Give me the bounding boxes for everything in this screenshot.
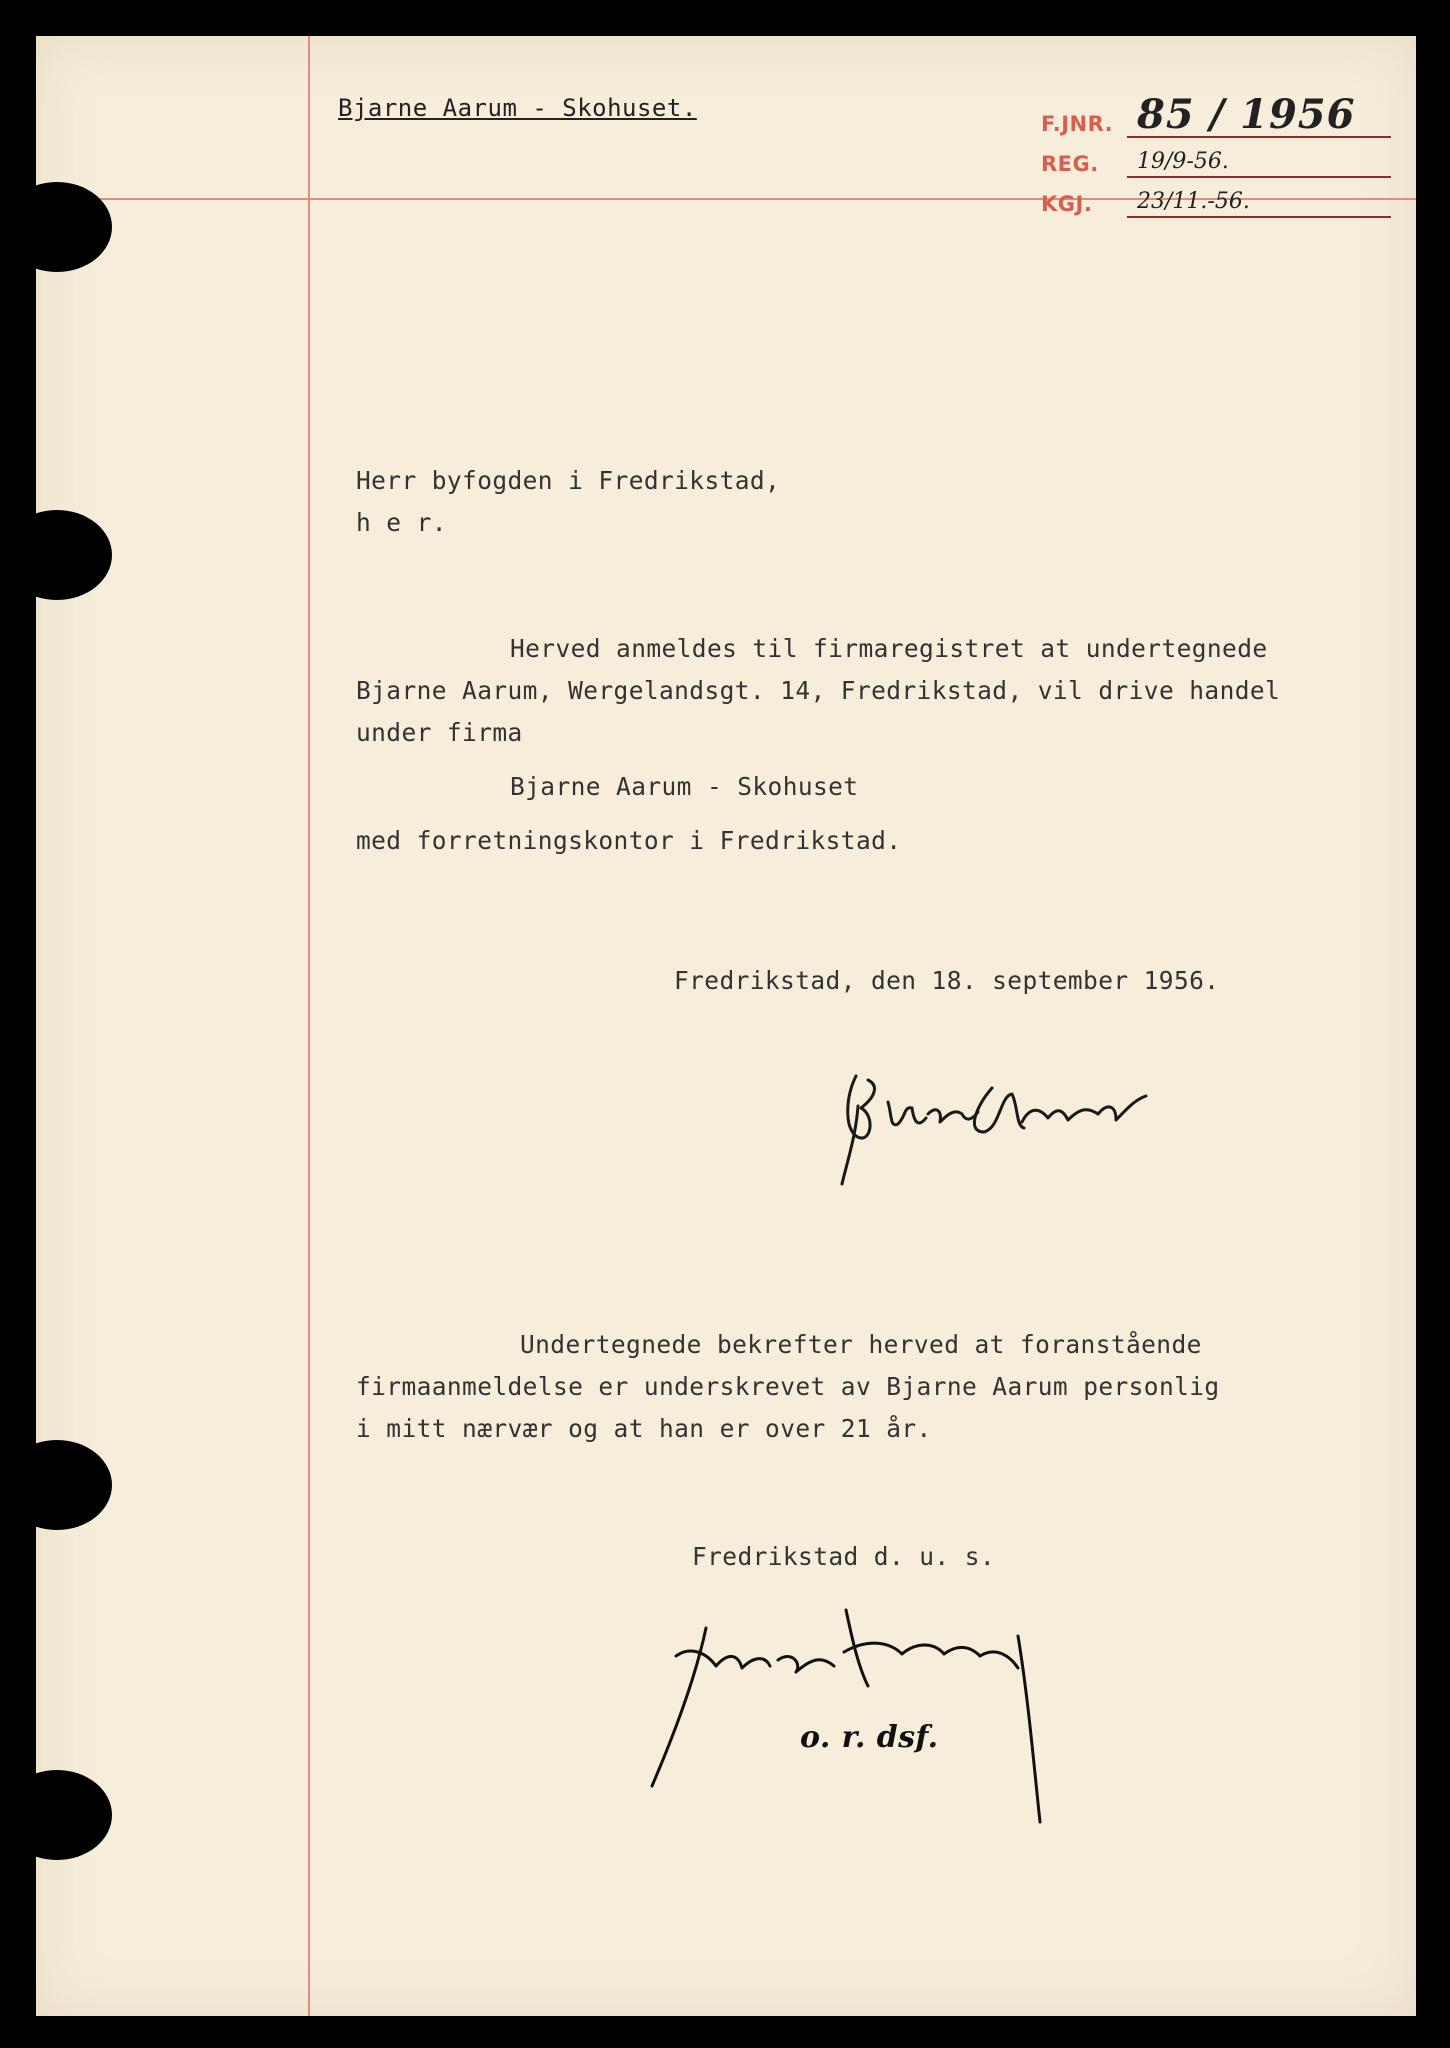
stamp-label-reg: REG. xyxy=(1041,152,1099,176)
registry-stamp xyxy=(1041,91,1401,254)
paragraph-2-line-2: firmaanmeldelse er underskrevet av Bjarne Aarum personlig xyxy=(356,1372,1220,1401)
addressee-line-2: h e r. xyxy=(356,508,447,537)
stamp-row-kgj xyxy=(1041,184,1401,218)
punch-hole xyxy=(2,182,112,272)
paragraph-1-line-3: under firma xyxy=(356,718,523,747)
paragraph-2-line-1: Undertegnede bekrefter herved at foranstående xyxy=(520,1330,1202,1359)
stamp-value-reg: 19/9-56. xyxy=(1137,149,1229,174)
paragraph-1-line-2: Bjarne Aarum, Wergelandsgt. 14, Fredrikstad, vil drive handel xyxy=(356,676,1281,705)
vertical-margin-line xyxy=(308,36,310,2016)
addressee-line-1: Herr byfogden i Fredrikstad, xyxy=(356,466,781,495)
punch-hole xyxy=(2,510,112,600)
place-date: Fredrikstad, den 18. september 1956. xyxy=(674,966,1220,995)
paragraph-1-line-4: med forretningskontor i Fredrikstad. xyxy=(356,826,902,855)
stamp-row-fjnr xyxy=(1041,91,1401,138)
stamp-value-fjnr: 85 / 1956 xyxy=(1137,91,1356,138)
signature2-title: o. r. dsf. xyxy=(800,1720,939,1755)
stamp-label-kgj: KGJ. xyxy=(1041,192,1093,216)
firm-name-line: Bjarne Aarum - Skohuset xyxy=(510,772,859,801)
signature-bjarne-aarum xyxy=(816,1036,1196,1196)
document-page xyxy=(36,36,1416,2016)
stamp-label-fjnr: F.JNR. xyxy=(1041,112,1114,136)
paragraph-2-line-3: i mitt nærvær og at han er over 21 år. xyxy=(356,1414,932,1443)
stamp-value-kgj: 23/11.-56. xyxy=(1137,189,1250,214)
punch-hole xyxy=(2,1770,112,1860)
firm-title: Bjarne Aarum - Skohuset. xyxy=(338,94,697,122)
punch-hole xyxy=(2,1440,112,1530)
stamp-row-reg xyxy=(1041,144,1401,178)
paragraph-1-line-1: Herved anmeldes til firmaregistret at undertegnede xyxy=(510,634,1268,663)
place-dus: Fredrikstad d. u. s. xyxy=(692,1542,996,1571)
